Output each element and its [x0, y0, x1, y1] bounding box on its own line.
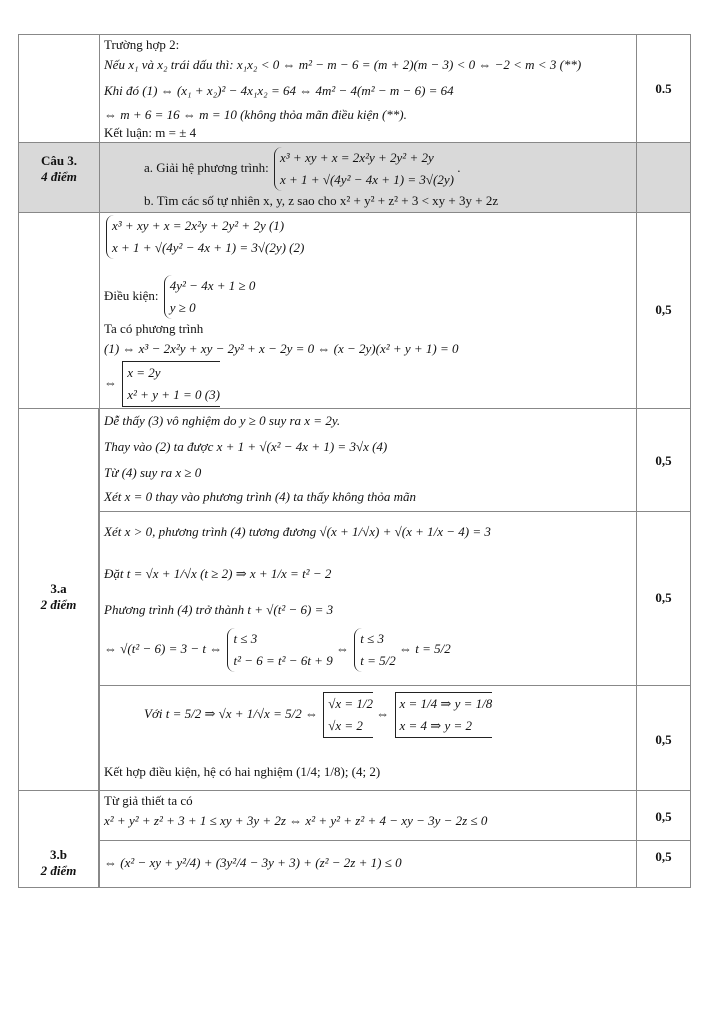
table-row	[18, 409, 691, 512]
derivation-start: ⇔ √(t² − 6) = 3 − t ⇔	[104, 640, 223, 656]
text-line: Trường hợp 2:	[104, 37, 180, 52]
content-cell	[100, 409, 636, 511]
derivation-line	[104, 628, 451, 672]
condition-brace	[164, 275, 256, 319]
text-line: Xét x = 0 thay vào phương trình (4) ta thấy không thỏa mãn	[104, 489, 416, 504]
content-cell	[100, 512, 636, 685]
system-eq1: x³ + xy + x = 2x²y + 2y² + 2y (1)	[112, 218, 285, 233]
arrow-symbol: ⇔	[376, 705, 390, 721]
case-3: x = 1/4 ⇒ y = 1/8	[399, 696, 493, 711]
system-eq2: x + 1 + √(4y² − 4x + 1) = 3√(2y) (2)	[112, 240, 305, 255]
table-row	[18, 512, 691, 686]
case-4: x = 4 ⇒ y = 2	[399, 718, 472, 733]
content-cell	[100, 841, 636, 887]
table-row	[18, 34, 691, 143]
condition-line	[104, 275, 255, 319]
part-a-line	[144, 147, 460, 191]
score-value: 0,5	[655, 302, 672, 317]
system-brace	[227, 628, 332, 672]
case-bracket	[323, 692, 373, 738]
text-line: Nếu x₁ và x₂ trái dấu thì: x₁x₂ < 0 ⇔ m² − m − 6 = (m + 2)(m − 3) < 0 ⇔ −2 < m < 3 (**)	[104, 57, 582, 72]
section-3a-label	[19, 581, 98, 613]
score-cell	[636, 841, 690, 887]
condition-1: 4y² − 4x + 1 ≥ 0	[169, 278, 256, 293]
text-line: Thay vào (2) ta được x + 1 + √(x² − 4x + 1) = 3√x (4)	[104, 439, 388, 454]
table-row	[18, 213, 691, 409]
content-cell	[100, 791, 636, 840]
case-bracket	[395, 692, 493, 738]
score-value: 0,5	[655, 732, 672, 747]
condition-2: y ≥ 0	[169, 300, 196, 315]
derivation-start: Với t = 5/2 ⇒ √x + 1/√x = 5/2 ⇔	[144, 705, 318, 721]
case-2: x² + y + 1 = 0 (3)	[127, 387, 220, 402]
score-value: 0.5	[655, 81, 672, 96]
question-label-cell	[19, 143, 100, 212]
section-3b-label-cell	[18, 791, 99, 888]
part-a-end: .	[457, 159, 461, 175]
part-a-prefix: a. Giải hệ phương trình:	[144, 159, 269, 175]
text-line: Khi đó (1) ⇔ (x₁ + x₂)² − 4x₁x₂ = 64 ⇔ 4m² − 4(m² − m − 6) = 64	[104, 83, 454, 98]
content-cell	[100, 686, 636, 790]
content-cell	[100, 35, 636, 142]
part-a-eq2: x + 1 + √(4y² − 4x + 1) = 3√(2y)	[280, 172, 454, 187]
system-line: t² − 6 = t² − 6t + 9	[233, 653, 333, 668]
text-line: Ta có phương trình	[104, 321, 204, 336]
text-line: Từ giả thiết ta có	[104, 793, 193, 808]
score-value: 0,5	[655, 849, 672, 864]
system-line: t = 5/2	[360, 653, 396, 668]
question-header-row	[18, 143, 691, 213]
score-cell	[636, 686, 690, 790]
question-points: 4 điểm	[41, 169, 77, 184]
conclusion-line: Kết hợp điều kiện, hệ có hai nghiệm (1/4; 1/8); (4; 2)	[104, 764, 381, 779]
part-b-line: b. Tìm các số tự nhiên x, y, z sao cho x² + y² + z² + 3 < xy + 3y + 2z	[144, 193, 499, 208]
label-cell-empty	[19, 35, 100, 142]
score-value: 0,5	[655, 809, 672, 824]
text-line: x² + y² + z² + 3 + 1 ≤ xy + 3y + 2z ⇔ x² + y² + z² + 4 − xy − 3y − 2z ≤ 0	[104, 813, 488, 828]
part-a-eq1: x³ + xy + x = 2x²y + 2y² + 2y	[280, 150, 434, 165]
question-content-cell	[100, 143, 636, 212]
section-3b-label	[19, 847, 98, 879]
label-cell-empty	[19, 213, 100, 408]
table-row	[18, 686, 691, 791]
case-line	[104, 361, 220, 407]
case-bracket	[122, 361, 220, 407]
case-2: √x = 2	[328, 718, 363, 733]
text-line: Phương trình (4) trở thành t + √(t² − 6) = 3	[104, 602, 334, 617]
question-title: Câu 3.	[40, 153, 78, 168]
text-line: Đặt t = √x + 1/√x (t ≥ 2) ⇒ x + 1/x = t² − 2	[104, 566, 332, 581]
content-cell	[100, 213, 636, 408]
question-label	[19, 153, 99, 185]
text-line: (1) ⇔ x³ − 2x²y + xy − 2y² + x − 2y = 0 ⇔ (x − 2y)(x² + y + 1) = 0	[104, 341, 459, 356]
derivation-end: ⇔ t = 5/2	[398, 640, 451, 656]
text-line: ⇔ m + 6 = 16 ⇔ m = 10 (không thỏa mãn điều kiện (**).	[104, 107, 407, 122]
derivation-line	[144, 692, 492, 738]
section-3a	[18, 409, 691, 791]
system-eq	[104, 215, 304, 259]
score-value: 0,5	[655, 590, 672, 605]
part-a-system	[274, 147, 454, 191]
text-line: Dễ thấy (3) vô nghiệm do y ≥ 0 suy ra x = 2y.	[104, 413, 341, 428]
condition-label: Điều kiện:	[104, 287, 159, 303]
section-3a-label-cell	[18, 409, 99, 791]
solution-table	[18, 34, 691, 888]
score-cell	[636, 213, 690, 408]
score-value: 0,5	[655, 453, 672, 468]
system-line: t ≤ 3	[360, 631, 384, 646]
arrow-symbol: ⇔	[335, 640, 349, 656]
case-1: x = 2y	[127, 365, 161, 380]
system-brace	[106, 215, 304, 259]
text-line: Xét x > 0, phương trình (4) tương đương √(x + 1/√x) + √(x + 1/x − 4) = 3	[104, 524, 491, 539]
section-3b	[18, 791, 691, 888]
system-line: t ≤ 3	[233, 631, 258, 646]
table-row	[18, 841, 691, 888]
section-3a-title: 3.a	[50, 581, 67, 596]
score-cell	[636, 512, 690, 685]
score-cell	[636, 35, 690, 142]
table-row	[18, 791, 691, 841]
text-line: Từ (4) suy ra x ≥ 0	[104, 465, 202, 480]
text-line: ⇔ (x² − xy + y²/4) + (3y²/4 − 3y + 3) + (z² − 2z + 1) ≤ 0	[104, 855, 402, 870]
text-line: Kết luận: m = ± 4	[104, 125, 197, 140]
section-3b-title: 3.b	[50, 847, 67, 862]
case-1: √x = 1/2	[328, 696, 374, 711]
system-brace	[354, 628, 396, 672]
score-cell-empty	[636, 143, 690, 212]
section-3b-points: 2 điểm	[40, 863, 77, 878]
score-cell	[636, 409, 690, 511]
arrow-symbol: ⇔	[104, 374, 117, 390]
score-cell	[636, 791, 690, 840]
section-3a-points: 2 điểm	[40, 597, 77, 612]
